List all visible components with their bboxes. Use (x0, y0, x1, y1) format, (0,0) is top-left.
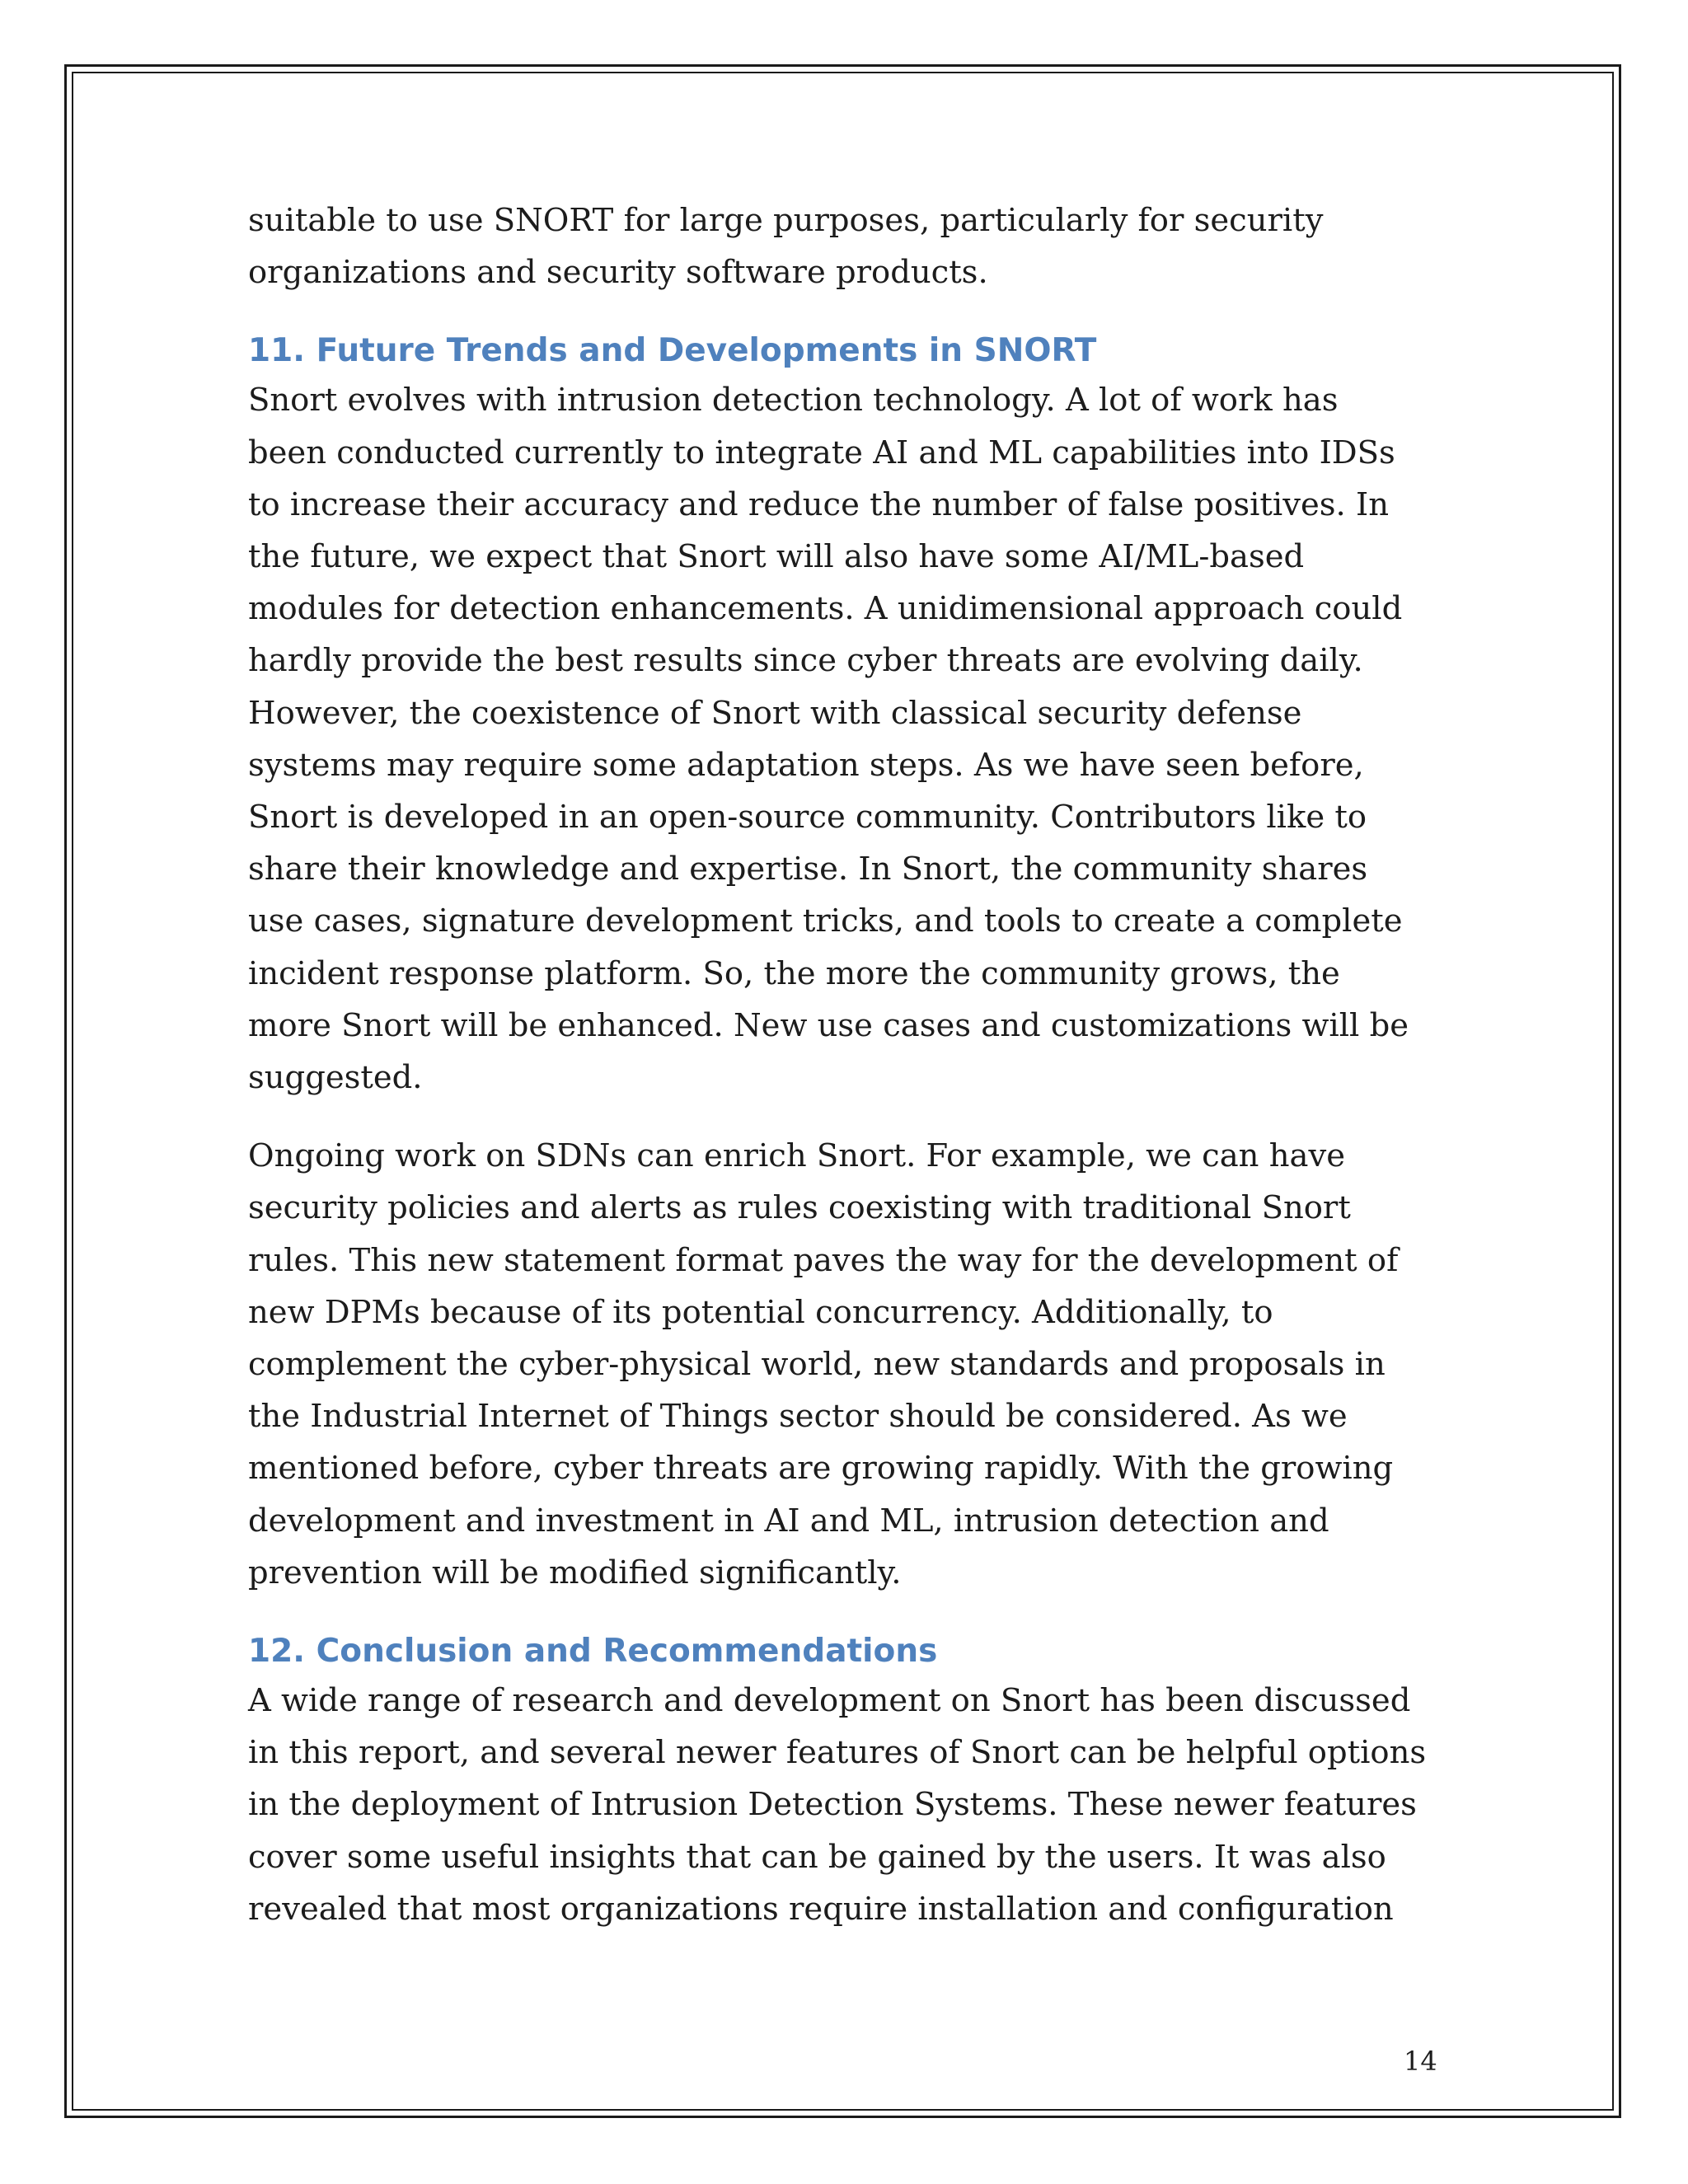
text-line: A wide range of research and development on Snort has been discussed (248, 1682, 1411, 1720)
text-line: Snort evolves with intrusion detection technology. A lot of work has (248, 382, 1339, 419)
section-12-heading: 12. Conclusion and Recommendations (248, 1633, 938, 1671)
text-line: modules for detection enhancements. A unidimensional approach could (248, 590, 1403, 628)
page-content (248, 194, 1451, 1935)
section-11-paragraph-1 (248, 374, 1451, 1104)
section-11-heading: 11. Future Trends and Developments in SNORT (248, 332, 1097, 370)
page-number: 14 (1404, 2046, 1437, 2077)
text-line: rules. This new statement format paves the way for the development of (248, 1241, 1399, 1279)
text-line: However, the coexistence of Snort with classical security defense (248, 694, 1302, 732)
section-12-paragraph-1 (248, 1675, 1451, 1935)
intro-paragraph (248, 194, 1451, 298)
text-line: been conducted currently to integrate AI and ML capabilities into IDSs (248, 434, 1395, 471)
text-line: suitable to use SNORT for large purposes, particularly for security (248, 202, 1324, 239)
text-line: use cases, signature development tricks, and tools to create a complete (248, 902, 1403, 940)
text-line: the future, we expect that Snort will also have some AI/ML-based (248, 538, 1305, 576)
text-line: in the deployment of Intrusion Detection Systems. These newer features (248, 1786, 1417, 1824)
section-11-paragraph-2 (248, 1130, 1451, 1599)
text-line: new DPMs because of its potential concurrency. Additionally, to (248, 1293, 1273, 1331)
text-line: incident response platform. So, the more the community grows, the (248, 954, 1340, 992)
text-line: to increase their accuracy and reduce the number of false positives. In (248, 485, 1389, 523)
text-line: suggested. (248, 1059, 423, 1097)
text-line: revealed that most organizations require installation and configuration (248, 1890, 1394, 1928)
text-line: complement the cyber-physical world, new standards and proposals in (248, 1346, 1386, 1384)
text-line: prevention will be modified significantly. (248, 1554, 902, 1591)
text-line: security policies and alerts as rules coexisting with traditional Snort (248, 1189, 1351, 1227)
text-line: the Industrial Internet of Things sector should be considered. As we (248, 1398, 1348, 1436)
text-line: Ongoing work on SDNs can enrich Snort. For example, we can have (248, 1137, 1345, 1175)
text-line: more Snort will be enhanced. New use cases and customizations will be (248, 1006, 1409, 1044)
text-line: development and investment in AI and ML, intrusion detection and (248, 1502, 1329, 1540)
text-line: mentioned before, cyber threats are growing rapidly. With the growing (248, 1450, 1394, 1488)
text-line: share their knowledge and expertise. In Snort, the community shares (248, 851, 1368, 888)
text-line: in this report, and several newer features of Snort can be helpful options (248, 1734, 1427, 1772)
text-line: Snort is developed in an open-source community. Contributors like to (248, 799, 1367, 837)
text-line: cover some useful insights that can be gained by the users. It was also (248, 1838, 1386, 1876)
text-line: organizations and security software products. (248, 254, 988, 292)
text-line: systems may require some adaptation steps. As we have seen before, (248, 746, 1364, 784)
text-line: hardly provide the best results since cyber threats are evolving daily. (248, 642, 1363, 680)
